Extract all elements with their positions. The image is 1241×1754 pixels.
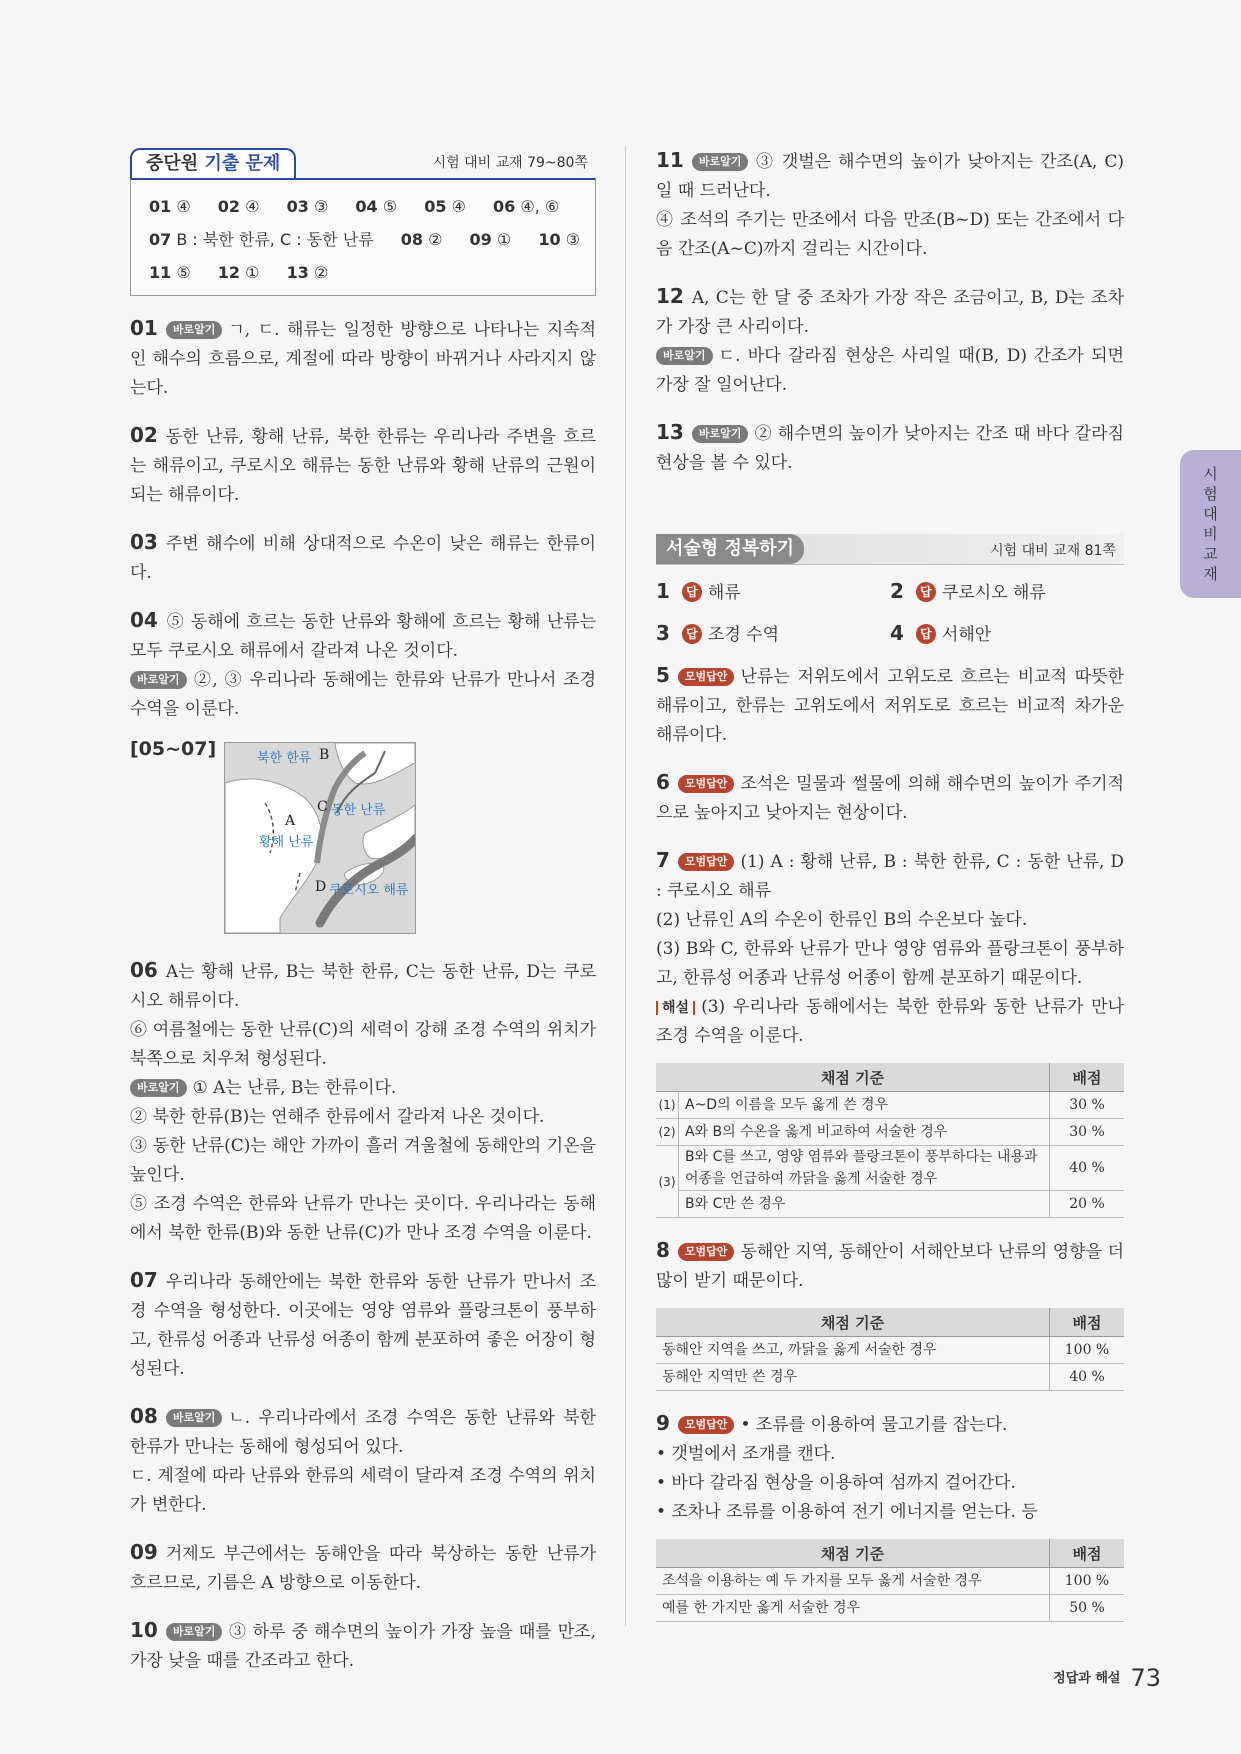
badge-baroalgi: 바로알기 xyxy=(130,1079,187,1097)
question-number: 1 xyxy=(656,579,670,603)
answer-text: • 갯벌에서 조개를 캔다. xyxy=(656,1444,836,1464)
side-tab-char: 비 xyxy=(1203,525,1218,543)
answer-item: 09 ① xyxy=(469,230,512,249)
table-header: 배점 xyxy=(1050,1063,1125,1092)
essay-7 xyxy=(656,846,1124,1051)
question-number: 11 xyxy=(656,148,684,172)
table-row: B와 C만 쓴 경우 20 % xyxy=(656,1191,1124,1218)
answer-text: 동해안 지역, 동해안이 서해안보다 난류의 영향을 더 많이 받기 때문이다. xyxy=(656,1242,1124,1291)
short-answer-1 xyxy=(656,577,890,607)
side-tab-char: 험 xyxy=(1203,485,1218,503)
answer-text: • 조류를 이용하여 물고기를 잡는다. xyxy=(740,1415,1008,1435)
answer-item: 12 ① xyxy=(217,263,260,282)
answer-text: 조경 수역 xyxy=(707,625,780,645)
question-text: ㄷ. 바다 갈라짐 현상은 사리일 때(B, D) 간조가 되면 가장 잘 일어난다. xyxy=(656,346,1124,395)
answer-item: 07 B : 북한 한류, C : 동한 난류 xyxy=(149,230,374,249)
question-13 xyxy=(656,418,1124,478)
question-06 xyxy=(130,956,596,1248)
scoring-table-9 xyxy=(656,1539,1124,1622)
section-ref: 시험 대비 교재 81쪽 xyxy=(990,543,1116,559)
badge-baroalgi: 바로알기 xyxy=(166,321,223,339)
side-tab-char: 교 xyxy=(1203,545,1218,563)
question-02 xyxy=(130,421,596,510)
question-01 xyxy=(130,314,596,403)
question-text: ⑤ 조경 수역은 한류와 난류가 만나는 곳이다. 우리나라는 동해에서 북한 한류(B)와 동한 난류(C)가 만나 조경 수역을 이룬다. xyxy=(130,1194,596,1243)
map-letter-b: B xyxy=(319,747,330,763)
badge-baroalgi: 바로알기 xyxy=(692,153,749,171)
question-text: ③ 갯벌은 해수면의 높이가 낮아지는 간조(A, C)일 때 드러난다. xyxy=(656,152,1124,201)
question-text: ① A는 난류, B는 한류이다. xyxy=(192,1078,397,1098)
answer-text: • 바다 갈라짐 현상을 이용하여 섬까지 걸어간다. xyxy=(656,1473,1016,1493)
table-row: (3) B와 C를 쓰고, 영양 염류와 플랑크톤이 풍부하다는 내용과 어종을 언급하여 까닭을 옳게 서술한 경우 40 % xyxy=(656,1146,1124,1191)
question-number: 8 xyxy=(656,1238,670,1262)
badge-baroalgi: 바로알기 xyxy=(166,1623,223,1641)
badge-model-answer: 모범답안 xyxy=(678,853,735,871)
question-text: ⑤ 동해에 흐르는 동한 난류와 황해에 흐르는 황해 난류는 모두 쿠로시오 해류에서 갈라져 나온 것이다. xyxy=(130,612,596,661)
table-header: 배점 xyxy=(1050,1539,1125,1568)
question-text: ②, ③ 우리나라 동해에는 한류와 난류가 만나서 조경 수역을 이룬다. xyxy=(130,670,596,719)
answer-text: 쿠로시오 해류 xyxy=(941,583,1046,603)
answer-text: • 조차나 조류를 이용하여 전기 에너지를 얻는다. 등 xyxy=(656,1502,1038,1522)
answer-item: 13 ② xyxy=(286,263,329,282)
column-divider xyxy=(625,146,626,1626)
map-label-yellow-sea-warm-current: 황해 난류 xyxy=(259,835,314,850)
question-text: ㄱ, ㄷ. 해류는 일정한 방향으로 나타나는 지속적인 해수의 흐름으로, 계절에 따라 방향이 바뀌거나 사라지지 않는다. xyxy=(130,320,596,398)
question-text: ⑥ 여름철에는 동한 난류(C)의 세력이 강해 조경 수역의 위치가 북쪽으로 치우쳐 형성된다. xyxy=(130,1020,596,1069)
badge-model-answer: 모범답안 xyxy=(678,1416,735,1434)
answer-text: (3) 우리나라 동해에서는 북한 한류와 동한 난류가 만나 조경 수역을 이룬다. xyxy=(656,997,1124,1046)
map-graphic xyxy=(225,743,415,933)
question-11 xyxy=(656,146,1124,264)
answer-item: 06 ④, ⑥ xyxy=(492,197,560,216)
question-number: 02 xyxy=(130,423,158,447)
answer-item: 11 ⑤ xyxy=(149,263,191,282)
section-header xyxy=(656,534,1124,565)
question-08 xyxy=(130,1402,596,1520)
answer-row xyxy=(149,256,583,289)
question-number: 06 xyxy=(130,958,158,982)
side-tab-char: 재 xyxy=(1203,565,1218,583)
answer-text: (3) B와 C, 한류와 난류가 만나 영양 염류와 플랑크톤이 풍부하고, 한류성 어종과 난류성 어종이 함께 분포하기 때문이다. xyxy=(656,939,1124,988)
question-number: 3 xyxy=(656,621,670,645)
table-row: 조석을 이용하는 예 두 가지를 모두 옳게 서술한 경우 100 % xyxy=(656,1568,1124,1595)
question-number: 6 xyxy=(656,770,670,794)
badge-baroalgi: 바로알기 xyxy=(656,347,713,365)
ocean-current-map-block xyxy=(130,738,596,938)
essay-9 xyxy=(656,1409,1124,1527)
short-answer-2 xyxy=(890,577,1124,607)
badge-model-answer: 모범답안 xyxy=(678,775,735,793)
question-number: 7 xyxy=(656,848,670,872)
section-title xyxy=(656,534,804,564)
answer-item: 10 ③ xyxy=(538,230,581,249)
question-text: 동한 난류, 황해 난류, 북한 한류는 우리나라 주변을 흐르는 해류이고, 쿠로시오 해류는 동한 난류와 황해 난류의 근원이 되는 해류이다. xyxy=(130,427,596,505)
map-label-kuroshio-current: 쿠로시오 해류 xyxy=(329,883,409,898)
question-text: ④ 조석의 주기는 만조에서 다음 만조(B~D) 또는 간조에서 다음 간조(A~C)까지 걸리는 시간이다. xyxy=(656,210,1124,259)
question-text: ㄷ. 계절에 따라 난류와 한류의 세력이 달라져 조경 수역의 위치가 변한다. xyxy=(130,1466,596,1515)
answer-item: 04 ⑤ xyxy=(355,197,398,216)
answer-badge: 답 xyxy=(682,624,702,644)
question-number: 4 xyxy=(890,621,904,645)
scoring-table-7 xyxy=(656,1063,1124,1218)
question-12 xyxy=(656,282,1124,400)
answer-box xyxy=(130,178,596,296)
question-number: 09 xyxy=(130,1540,158,1564)
question-number: 03 xyxy=(130,530,158,554)
answer-text: 조석은 밀물과 썰물에 의해 해수면의 높이가 주기적으로 높아지고 낮아지는 현상이다. xyxy=(656,774,1124,823)
essay-5 xyxy=(656,661,1124,750)
answer-item: 05 ④ xyxy=(424,197,466,216)
explanation-label: 해설 xyxy=(656,1001,695,1015)
question-text: A는 황해 난류, B는 북한 한류, C는 동한 난류, D는 쿠로시오 해류이다. xyxy=(130,962,596,1011)
question-text: ② 북한 한류(B)는 연해주 한류에서 갈라져 나온 것이다. xyxy=(130,1107,545,1127)
question-number: 04 xyxy=(130,608,158,632)
table-row: 동해안 지역을 쓰고, 까닭을 옳게 서술한 경우 100 % xyxy=(656,1337,1124,1364)
footer-title: 정답과 해설 xyxy=(1053,1671,1121,1686)
question-04 xyxy=(130,606,596,724)
question-text: 우리나라 동해안에는 북한 한류와 동한 난류가 만나서 조경 수역을 형성한다. 이곳에는 영양 염류와 플랑크톤이 풍부하고, 한류성 어종과 난류성 어종이 함께 분포하여 좋은 어장이 형성된다. xyxy=(130,1272,596,1379)
table-row: 예를 한 가지만 옳게 서술한 경우 50 % xyxy=(656,1595,1124,1622)
badge-baroalgi: 바로알기 xyxy=(692,425,749,443)
map-label-north-cold-current: 북한 한류 xyxy=(257,751,312,766)
table-row: 동해안 지역만 쓴 경우 40 % xyxy=(656,1364,1124,1391)
answer-text: 난류는 저위도에서 고위도로 흐르는 비교적 따뜻한 해류이고, 한류는 고위도에서 저위도로 흐르는 비교적 차가운 해류이다. xyxy=(656,667,1124,745)
answer-badge: 답 xyxy=(682,582,702,602)
answer-text: 해류 xyxy=(707,583,741,603)
title-plain: 서술형 xyxy=(666,538,725,559)
title-accent: 기출 문제 xyxy=(204,153,281,174)
page-footer xyxy=(1053,1664,1161,1692)
map-question-range: [05~07] xyxy=(130,738,217,760)
side-tab-char: 시 xyxy=(1203,465,1218,483)
title-accent: 정복하기 xyxy=(724,538,794,559)
question-number: 5 xyxy=(656,663,670,687)
answer-item: 03 ③ xyxy=(286,197,329,216)
answer-item: 08 ② xyxy=(400,230,443,249)
map-letter-c: C xyxy=(317,799,328,815)
answer-box-header xyxy=(130,146,596,178)
question-text: ③ 동한 난류(C)는 해안 가까이 흘러 겨울철에 동해안의 기온을 높인다. xyxy=(130,1136,596,1185)
table-header: 채점 기준 xyxy=(656,1539,1050,1568)
question-text: 거제도 부근에서는 동해안을 따라 북상하는 동한 난류가 흐르므로, 기름은 A 방향으로 이동한다. xyxy=(130,1544,596,1593)
table-row: (2) A와 B의 수온을 옳게 비교하여 서술한 경우 30 % xyxy=(656,1119,1124,1146)
question-text: ③ 하루 중 해수면의 높이가 가장 높을 때를 만조, 가장 낮을 때를 간조라고 한다. xyxy=(130,1622,596,1671)
table-header: 채점 기준 xyxy=(656,1063,1050,1092)
answer-text: (1) A : 황해 난류, B : 북한 한류, C : 동한 난류, D : 쿠로시오 해류 xyxy=(656,852,1124,901)
question-text: ② 해수면의 높이가 낮아지는 간조 때 바다 갈라짐 현상을 볼 수 있다. xyxy=(656,424,1124,473)
short-answer-3 xyxy=(656,619,890,649)
answer-text: (2) 난류인 A의 수온이 한류인 B의 수온보다 높다. xyxy=(656,910,1028,930)
question-number: 9 xyxy=(656,1411,670,1435)
answer-box-ref: 시험 대비 교재 79~80쪽 xyxy=(432,155,588,171)
question-number: 12 xyxy=(656,284,684,308)
badge-model-answer: 모범답안 xyxy=(678,1243,735,1261)
map-letter-a: A xyxy=(285,813,296,829)
table-header: 배점 xyxy=(1050,1308,1125,1337)
table-header: 채점 기준 xyxy=(656,1308,1050,1337)
badge-baroalgi: 바로알기 xyxy=(130,671,187,689)
table-row: (1) A~D의 이름을 모두 옳게 쓴 경우 30 % xyxy=(656,1092,1124,1119)
question-07 xyxy=(130,1266,596,1384)
essay-8 xyxy=(656,1236,1124,1296)
question-text: 주변 해수에 비해 상대적으로 수온이 낮은 해류는 한류이다. xyxy=(130,534,596,583)
answer-box-title xyxy=(130,148,296,178)
ocean-current-map xyxy=(224,742,416,934)
question-03 xyxy=(130,528,596,588)
question-text: A, C는 한 달 중 조차가 가장 작은 조금이고, B, D는 조차가 가장 큰 사리이다. xyxy=(656,288,1124,337)
question-number: 13 xyxy=(656,420,684,444)
short-answers-row xyxy=(656,619,1124,649)
essay-6 xyxy=(656,768,1124,828)
answer-row xyxy=(149,190,583,223)
question-text: ㄴ. 우리나라에서 조경 수역은 동한 난류와 북한 한류가 만나는 동해에 형성되어 있다. xyxy=(130,1408,596,1457)
badge-model-answer: 모범답안 xyxy=(678,668,735,686)
left-column xyxy=(130,146,596,1676)
short-answers-row xyxy=(656,577,1124,607)
map-label-east-warm-current: 동한 난류 xyxy=(331,803,386,818)
answer-badge: 답 xyxy=(916,624,936,644)
answer-badge: 답 xyxy=(916,582,936,602)
answer-row xyxy=(149,223,583,256)
side-tab-exam-prep[interactable] xyxy=(1180,450,1241,598)
question-number: 10 xyxy=(130,1618,158,1642)
title-plain: 중단원 xyxy=(146,153,205,174)
answer-text: 서해안 xyxy=(941,625,992,645)
question-number: 2 xyxy=(890,579,904,603)
right-column xyxy=(656,146,1124,1622)
question-number: 07 xyxy=(130,1268,158,1292)
side-tab-char: 대 xyxy=(1203,505,1218,523)
question-10 xyxy=(130,1616,596,1676)
short-answer-4 xyxy=(890,619,1124,649)
question-number: 08 xyxy=(130,1404,158,1428)
question-09 xyxy=(130,1538,596,1598)
scoring-table-8 xyxy=(656,1308,1124,1391)
page-number: 73 xyxy=(1130,1664,1161,1692)
answer-item: 01 ④ xyxy=(149,197,191,216)
answer-item: 02 ④ xyxy=(217,197,260,216)
map-letter-d: D xyxy=(315,879,327,895)
badge-baroalgi: 바로알기 xyxy=(166,1409,223,1427)
question-number: 01 xyxy=(130,316,158,340)
